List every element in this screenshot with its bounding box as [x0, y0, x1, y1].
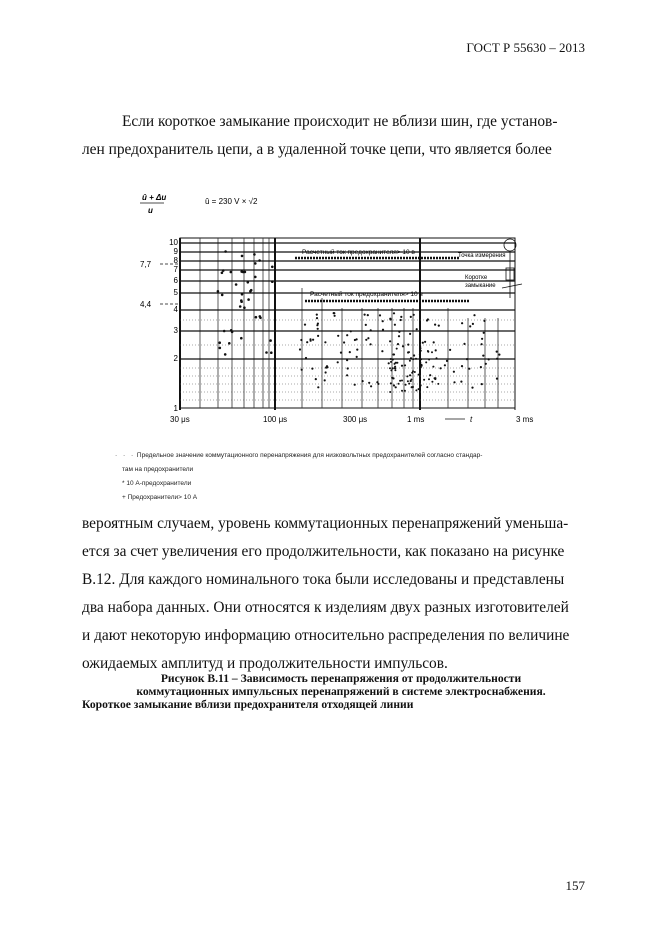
- scatter-point: [433, 341, 435, 343]
- scatter-point: [461, 322, 463, 324]
- scatter-point: [404, 390, 406, 392]
- y-tick-label: 10: [169, 238, 178, 247]
- scatter-point: [449, 349, 451, 351]
- scatter-point: [312, 339, 314, 341]
- scatter-point: [219, 347, 222, 350]
- scatter-point: [224, 250, 227, 253]
- scatter-point: [333, 312, 335, 314]
- y-tick-label: 9: [173, 247, 178, 256]
- annotation-mid: Расчетный ток предохранителя> 10 в: [310, 291, 423, 298]
- scatter-point: [425, 361, 427, 363]
- y-tick-label: 5: [173, 288, 178, 297]
- scatter-point: [408, 383, 410, 385]
- scatter-point: [324, 379, 326, 381]
- scatter-point: [315, 378, 317, 380]
- y-tick-label: 4: [173, 305, 178, 314]
- scatter-point: [395, 362, 397, 364]
- scatter-point: [411, 372, 413, 374]
- scatter-point: [389, 340, 391, 342]
- scatter-point: [370, 385, 372, 387]
- scatter-point: [394, 324, 396, 326]
- scatter-point: [241, 255, 244, 258]
- scatter-point: [317, 323, 319, 325]
- scatter-point: [482, 355, 484, 357]
- scatter-point: [242, 271, 245, 274]
- scatter-point: [412, 386, 414, 388]
- scatter-point: [424, 341, 426, 343]
- scatter-point: [428, 359, 430, 361]
- scatter-point: [243, 306, 246, 309]
- y-mark-4-4: 4,4: [140, 300, 152, 309]
- scatter-point: [247, 298, 250, 301]
- scatter-point: [446, 360, 448, 362]
- paragraph-body: [82, 510, 600, 678]
- scatter-point: [317, 335, 319, 337]
- x-tick-label: 1 ms: [407, 415, 425, 424]
- scatter-point: [415, 358, 417, 360]
- paragraph-line: лен предохранитель цепи, а в удаленной точке цепи, что является более: [82, 141, 552, 158]
- paragraph-line: два набора данных. Они относятся к изделиям двух разных изготовителей: [82, 599, 569, 616]
- scatter-point: [496, 378, 498, 380]
- scatter-point: [483, 332, 485, 334]
- scatter-point: [393, 384, 395, 386]
- y-tick-label: 6: [173, 276, 178, 285]
- inset-measure-label: Точка измерения: [458, 253, 506, 259]
- circuit-inset: [458, 239, 522, 298]
- scatter-point: [432, 366, 434, 368]
- scatter-point: [367, 314, 369, 316]
- scatter-point: [480, 366, 482, 368]
- scatter-point: [468, 368, 470, 370]
- legend-line: * 10 А-предохранители: [122, 480, 192, 487]
- y-tick-label: 2: [173, 354, 178, 363]
- scatter-point: [306, 341, 308, 343]
- scatter-point: [400, 319, 402, 321]
- scatter-point: [337, 361, 339, 363]
- scatter-point: [317, 328, 319, 330]
- scatter-point: [247, 281, 250, 284]
- scatter-point: [228, 342, 231, 345]
- scatter-point: [258, 259, 261, 262]
- scatter-point: [435, 349, 437, 351]
- scatter-point: [346, 334, 348, 336]
- scatter-point: [395, 386, 397, 388]
- scatter-point: [453, 381, 455, 383]
- scatter-point: [367, 337, 369, 339]
- caption-line: Короткое замыкание вблизи предохранителя отходящей линии: [82, 698, 414, 711]
- scatter-point: [406, 375, 408, 377]
- scatter-point: [404, 364, 406, 366]
- figure-caption: [82, 672, 600, 711]
- scatter-point: [300, 339, 302, 341]
- scatter-point: [354, 384, 356, 386]
- scatter-point: [305, 357, 307, 359]
- scatter-point: [398, 331, 400, 333]
- scatter-point: [422, 342, 424, 344]
- scatter-point: [438, 325, 440, 327]
- paragraph-line: вероятным случаем, уровень коммутационных перенапряжений уменьша-: [82, 515, 569, 532]
- plot-frame: [180, 238, 515, 408]
- x-tick-labels: [170, 415, 533, 424]
- scatter-point: [240, 299, 243, 302]
- scatter-point: [416, 328, 418, 330]
- scatter-point: [408, 351, 410, 353]
- scatter-point: [423, 379, 425, 381]
- scatter-point: [496, 358, 498, 360]
- scatter-point: [488, 358, 490, 360]
- scatter-point: [271, 266, 274, 269]
- scatter-point: [415, 389, 417, 391]
- scatter-point: [316, 314, 318, 316]
- scatter-point: [419, 347, 421, 349]
- scatter-point: [382, 320, 384, 322]
- scatter-point: [440, 367, 442, 369]
- scatter-point: [389, 391, 391, 393]
- legend-line: там на предохранители: [122, 466, 194, 473]
- scatter-point: [221, 294, 224, 297]
- y-tick-label: 8: [173, 256, 178, 265]
- scatter-point: [390, 369, 392, 371]
- scatter-point: [311, 368, 313, 370]
- x-tick-label: 3 ms: [516, 415, 534, 424]
- scatter-point: [436, 357, 438, 359]
- scatter-point: [362, 380, 364, 382]
- scatter-point: [483, 320, 485, 322]
- scatter-point: [421, 365, 423, 367]
- inset-short-label: Коротке: [465, 275, 488, 281]
- scatter-point: [253, 253, 256, 256]
- scatter-point: [221, 272, 224, 275]
- caption-line: Рисунок В.11 – Зависимость перенапряжения от продолжительности: [160, 672, 522, 685]
- scatter-point: [428, 378, 430, 380]
- scatter-point: [301, 369, 303, 371]
- scatter-point: [317, 386, 319, 388]
- scatter-point: [419, 354, 421, 356]
- scatter-point: [429, 374, 431, 376]
- legend-text: Предельное значение коммутационного перенапряжения для низковольтных предохранителей согласно стандар-: [136, 452, 483, 459]
- scatter-point: [485, 363, 487, 365]
- scatter-point: [350, 330, 352, 332]
- scatter-point: [324, 341, 326, 343]
- scatter-point: [471, 387, 473, 389]
- scatter-point: [254, 262, 257, 265]
- x-axis-variable: t: [470, 415, 473, 424]
- scatter-point: [389, 367, 391, 369]
- overvoltage-chart: [130, 188, 534, 433]
- scatter-point: [343, 341, 345, 343]
- scatter-point: [346, 359, 348, 361]
- scatter-point: [259, 315, 262, 318]
- scatter-point: [389, 318, 391, 320]
- scatter-point: [472, 323, 474, 325]
- scatter-point: [419, 345, 421, 347]
- scatter-point: [434, 324, 436, 326]
- scatter-point: [334, 315, 336, 317]
- legend-line: · · · Предельное значение коммутационного перенапряжения для низковольтных предохранителей согласно стандар-: [115, 452, 483, 459]
- scatter-point: [241, 293, 244, 296]
- scatter-point: [356, 338, 358, 340]
- scatter-point: [444, 364, 446, 366]
- scatter-point: [434, 378, 436, 380]
- y-tick-label: 1: [173, 404, 178, 413]
- scatter-point: [347, 367, 349, 369]
- caption-line: коммутационных импульсных перенапряжений в системе электроснабжения.: [136, 685, 546, 698]
- scatter-point: [481, 383, 483, 385]
- scatter-point: [250, 289, 253, 292]
- scatter-point: [420, 384, 422, 386]
- scatter-point: [239, 305, 242, 308]
- scatter-point: [381, 350, 383, 352]
- scatter-point: [337, 335, 339, 337]
- scatter-point: [397, 343, 399, 345]
- scatter-point: [392, 359, 394, 361]
- scatter-point: [409, 374, 411, 376]
- scatter-point: [398, 383, 400, 385]
- formula-label: û = 230 V × √2: [205, 197, 258, 206]
- x-tick-label: 300 μs: [343, 415, 368, 424]
- annotation-top: Расчетный ток предохранителя> 10 в: [302, 249, 415, 256]
- scatter-point: [437, 383, 439, 385]
- scatter-point: [410, 379, 412, 381]
- scatter-point: [356, 356, 358, 358]
- scatter-point: [409, 333, 411, 335]
- scatter-point: [349, 351, 351, 353]
- scatter-point: [388, 362, 390, 364]
- scatter-point: [224, 353, 227, 356]
- scatter-point: [481, 343, 483, 345]
- scatter-point: [431, 381, 433, 383]
- scatter-point: [396, 348, 398, 350]
- scatter-point: [481, 338, 483, 340]
- scatter-point: [235, 283, 238, 286]
- document-header: ГОСТ Р 55630 – 2013: [466, 40, 585, 55]
- scatter-point: [379, 314, 381, 316]
- scatter-point: [496, 351, 498, 353]
- scatter-points: [217, 250, 501, 393]
- y-axis-label-top: û + Δu: [142, 193, 167, 202]
- scatter-point: [299, 348, 301, 350]
- scatter-point: [427, 351, 429, 353]
- scatter-point: [413, 314, 415, 316]
- scatter-point: [240, 337, 243, 340]
- scatter-point: [420, 358, 422, 360]
- scatter-point: [390, 382, 392, 384]
- y-tick-label: 7: [173, 265, 178, 274]
- scatter-point: [304, 324, 306, 326]
- scatter-point: [419, 362, 421, 364]
- scatter-point: [460, 381, 462, 383]
- scatter-point: [405, 384, 407, 386]
- scatter-point: [412, 358, 414, 360]
- scatter-point: [346, 374, 348, 376]
- legend-line: + Предохранители> 10 А: [122, 494, 198, 501]
- paragraph-line: и дают некоторую информацию относительно распределения по величине: [82, 627, 570, 644]
- paragraph-line: Если короткое замыкание происходит не вблизи шин, где установ-: [122, 113, 558, 130]
- scatter-point: [400, 316, 402, 318]
- scatter-point: [218, 341, 221, 344]
- x-tick-label: 100 μs: [263, 415, 288, 424]
- y-mark-7-7: 7,7: [140, 260, 152, 269]
- scatter-point: [390, 358, 392, 360]
- scatter-point: [413, 354, 415, 356]
- scatter-point: [230, 271, 233, 274]
- scatter-point: [217, 290, 220, 293]
- scatter-point: [410, 357, 412, 359]
- scatter-point: [376, 381, 378, 383]
- scatter-point: [426, 386, 428, 388]
- scatter-point: [498, 354, 500, 356]
- scatter-point: [222, 269, 225, 272]
- scatter-point: [265, 351, 268, 354]
- scatter-point: [325, 371, 327, 373]
- scatter-point: [391, 367, 393, 369]
- scatter-point: [401, 380, 403, 382]
- scatter-point: [401, 365, 403, 367]
- scatter-point: [401, 390, 403, 392]
- scatter-point: [409, 360, 411, 362]
- scatter-point: [382, 329, 384, 331]
- paragraph-line: ожидаемых амплитуд и продолжительности импульсов.: [82, 655, 448, 672]
- scatter-point: [420, 350, 422, 352]
- scatter-point: [391, 377, 393, 379]
- scatter-point: [269, 339, 272, 342]
- paragraph-line: В.12. Для каждого номинального тока были исследованы и представлены: [82, 571, 565, 588]
- scatter-point: [316, 317, 318, 319]
- scatter-point: [390, 361, 392, 363]
- scatter-point: [469, 325, 471, 327]
- scatter-point: [365, 339, 367, 341]
- scatter-point: [368, 382, 370, 384]
- scatter-point: [426, 319, 428, 321]
- scatter-point: [370, 343, 372, 345]
- scatter-point: [223, 330, 226, 333]
- scatter-point: [340, 352, 342, 354]
- scatter-point: [466, 358, 468, 360]
- scatter-point: [431, 351, 433, 353]
- scatter-point: [473, 314, 475, 316]
- scatter-point: [393, 354, 395, 356]
- scatter-point: [393, 312, 395, 314]
- scatter-point: [356, 349, 358, 351]
- scatter-point: [396, 362, 398, 364]
- scatter-point: [270, 351, 273, 354]
- scatter-point: [365, 324, 367, 326]
- scatter-point: [254, 276, 257, 279]
- scatter-point: [410, 316, 412, 318]
- scatter-point: [370, 329, 372, 331]
- scatter-point: [398, 335, 400, 337]
- scatter-point: [463, 343, 465, 345]
- scatter-point: [402, 345, 404, 347]
- scatter-point: [414, 371, 416, 373]
- scatter-point: [271, 280, 274, 283]
- page-number: 157: [565, 878, 585, 893]
- scatter-point: [399, 380, 401, 382]
- scatter-point: [407, 380, 409, 382]
- scatter-point: [309, 338, 311, 340]
- x-tick-label: 30 μs: [170, 415, 190, 424]
- scatter-point: [394, 369, 396, 371]
- paragraph-line: ется за счет увеличения его продолжительности, как показано на рисунке: [82, 543, 565, 560]
- scatter-point: [255, 316, 258, 319]
- scatter-point: [418, 388, 420, 390]
- scatter-point: [230, 329, 233, 332]
- scatter-point: [407, 344, 409, 346]
- paragraph-intro: [82, 108, 600, 164]
- y-axis-label-bottom: u: [148, 206, 153, 215]
- scatter-point: [364, 314, 366, 316]
- scatter-point: [418, 374, 420, 376]
- inset-short-label-2: замыкание: [465, 283, 496, 289]
- y-tick-label: 3: [173, 326, 178, 335]
- scatter-point: [326, 365, 328, 367]
- scatter-point: [453, 371, 455, 373]
- scatter-point: [394, 367, 396, 369]
- scatter-point: [461, 365, 463, 367]
